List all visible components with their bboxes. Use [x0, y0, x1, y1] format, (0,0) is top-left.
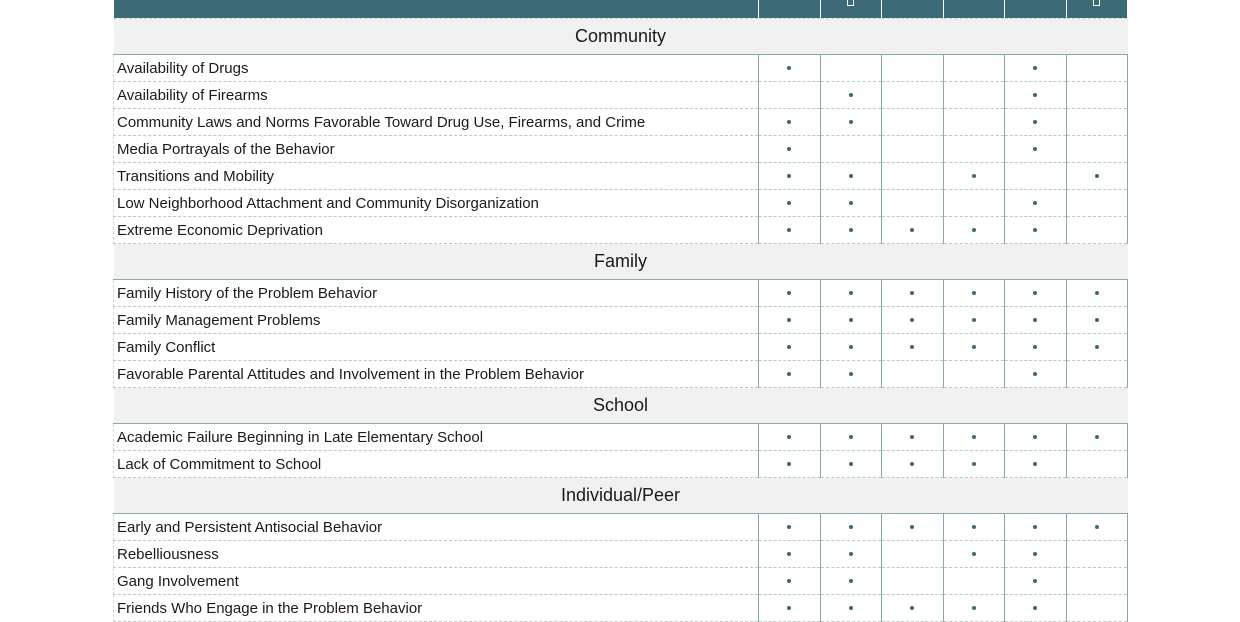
- indicator-cell: [943, 55, 1005, 82]
- risk-factor-label: Favorable Parental Attitudes and Involvement in the Problem Behavior: [114, 361, 759, 388]
- dot-icon: [1033, 228, 1037, 232]
- table-row: [114, 82, 1128, 109]
- indicator-cell: [1066, 217, 1128, 244]
- header-column-cell: [759, 0, 821, 19]
- indicator-cell: [882, 568, 944, 595]
- indicator-cell: [820, 55, 882, 82]
- dot-icon: [972, 228, 976, 232]
- dot-icon: [787, 174, 791, 178]
- table-row: [114, 541, 1128, 568]
- indicator-cell: [759, 595, 821, 622]
- indicator-cell: [759, 361, 821, 388]
- indicator-cell: [759, 82, 821, 109]
- section-title: Community: [114, 19, 1128, 55]
- indicator-cell: [820, 424, 882, 451]
- indicator-cell: [1005, 514, 1067, 541]
- dot-icon: [1033, 372, 1037, 376]
- dot-icon: [787, 228, 791, 232]
- dot-icon: [787, 525, 791, 529]
- dot-icon: [849, 201, 853, 205]
- dot-icon: [849, 228, 853, 232]
- dot-icon: [849, 93, 853, 97]
- indicator-cell: [882, 280, 944, 307]
- indicator-cell: [1066, 163, 1128, 190]
- indicator-cell: [943, 190, 1005, 217]
- section-title: Family: [114, 244, 1128, 280]
- indicator-cell: [1005, 361, 1067, 388]
- risk-factor-label: Community Laws and Norms Favorable Toward Drug Use, Firearms, and Crime: [114, 109, 759, 136]
- dot-icon: [1033, 525, 1037, 529]
- dot-icon: [1033, 147, 1037, 151]
- dot-icon: [787, 147, 791, 151]
- table-row: [114, 307, 1128, 334]
- dot-icon: [972, 174, 976, 178]
- dot-icon: [972, 552, 976, 556]
- dot-icon: [849, 525, 853, 529]
- header-column-cell: [882, 0, 944, 19]
- dot-icon: [972, 435, 976, 439]
- risk-factor-label: Early and Persistent Antisocial Behavior: [114, 514, 759, 541]
- indicator-cell: [943, 163, 1005, 190]
- dot-icon: [849, 120, 853, 124]
- table-row: [114, 136, 1128, 163]
- table-row: [114, 514, 1128, 541]
- indicator-cell: [759, 109, 821, 136]
- dot-icon: [1095, 291, 1099, 295]
- indicator-cell: [943, 82, 1005, 109]
- indicator-cell: [1005, 163, 1067, 190]
- indicator-cell: [943, 280, 1005, 307]
- risk-factor-label: Rebelliousness: [114, 541, 759, 568]
- indicator-cell: [1005, 136, 1067, 163]
- dot-icon: [1095, 435, 1099, 439]
- indicator-cell: [943, 568, 1005, 595]
- indicator-cell: [882, 190, 944, 217]
- indicator-cell: [820, 82, 882, 109]
- risk-factor-label: Transitions and Mobility: [114, 163, 759, 190]
- header-column-cell: [820, 0, 882, 19]
- indicator-cell: [882, 109, 944, 136]
- dot-icon: [972, 318, 976, 322]
- indicator-cell: [943, 514, 1005, 541]
- dot-icon: [787, 435, 791, 439]
- indicator-cell: [882, 424, 944, 451]
- risk-factor-label: Lack of Commitment to School: [114, 451, 759, 478]
- dot-icon: [849, 435, 853, 439]
- indicator-cell: [943, 217, 1005, 244]
- table-row: [114, 424, 1128, 451]
- indicator-cell: [759, 541, 821, 568]
- table-row: [114, 451, 1128, 478]
- indicator-cell: [1005, 595, 1067, 622]
- header-column-icon: [847, 0, 854, 6]
- indicator-cell: [759, 307, 821, 334]
- indicator-cell: [1066, 568, 1128, 595]
- dot-icon: [849, 462, 853, 466]
- table-body: [114, 0, 1128, 622]
- dot-icon: [910, 462, 914, 466]
- indicator-cell: [820, 280, 882, 307]
- dot-icon: [1095, 174, 1099, 178]
- dot-icon: [787, 201, 791, 205]
- dot-icon: [849, 579, 853, 583]
- risk-factor-label: Availability of Drugs: [114, 55, 759, 82]
- indicator-cell: [820, 334, 882, 361]
- dot-icon: [787, 345, 791, 349]
- dot-icon: [910, 318, 914, 322]
- indicator-cell: [759, 136, 821, 163]
- indicator-cell: [1005, 334, 1067, 361]
- indicator-cell: [943, 424, 1005, 451]
- header-column-cell: [943, 0, 1005, 19]
- indicator-cell: [1066, 55, 1128, 82]
- dot-icon: [787, 66, 791, 70]
- indicator-cell: [882, 514, 944, 541]
- table-row: [114, 217, 1128, 244]
- indicator-cell: [759, 190, 821, 217]
- dot-icon: [849, 606, 853, 610]
- header-column-cell: [1005, 0, 1067, 19]
- dot-icon: [1033, 66, 1037, 70]
- indicator-cell: [759, 217, 821, 244]
- table-row: [114, 361, 1128, 388]
- indicator-cell: [1066, 595, 1128, 622]
- indicator-cell: [820, 514, 882, 541]
- dot-icon: [910, 345, 914, 349]
- indicator-cell: [1005, 424, 1067, 451]
- indicator-cell: [1005, 82, 1067, 109]
- indicator-cell: [1005, 568, 1067, 595]
- risk-factor-label: Extreme Economic Deprivation: [114, 217, 759, 244]
- section-title: Individual/Peer: [114, 478, 1128, 514]
- dot-icon: [787, 372, 791, 376]
- indicator-cell: [1005, 217, 1067, 244]
- risk-factor-label: Friends Who Engage in the Problem Behavior: [114, 595, 759, 622]
- indicator-cell: [820, 307, 882, 334]
- dot-icon: [1033, 120, 1037, 124]
- dot-icon: [849, 291, 853, 295]
- indicator-cell: [1066, 280, 1128, 307]
- dot-icon: [787, 552, 791, 556]
- risk-factor-table: [113, 0, 1128, 622]
- dot-icon: [972, 291, 976, 295]
- indicator-cell: [820, 361, 882, 388]
- dot-icon: [910, 291, 914, 295]
- dot-icon: [910, 435, 914, 439]
- indicator-cell: [882, 136, 944, 163]
- indicator-cell: [1066, 451, 1128, 478]
- dot-icon: [972, 606, 976, 610]
- dot-icon: [787, 291, 791, 295]
- risk-factor-label: Gang Involvement: [114, 568, 759, 595]
- header-column-cell: [1066, 0, 1128, 19]
- indicator-cell: [943, 136, 1005, 163]
- indicator-cell: [1066, 190, 1128, 217]
- indicator-cell: [882, 541, 944, 568]
- dot-icon: [849, 318, 853, 322]
- dot-icon: [1095, 525, 1099, 529]
- dot-icon: [910, 606, 914, 610]
- dot-icon: [1033, 345, 1037, 349]
- dot-icon: [1033, 435, 1037, 439]
- indicator-cell: [759, 163, 821, 190]
- indicator-cell: [1066, 361, 1128, 388]
- table-row: [114, 190, 1128, 217]
- indicator-cell: [1005, 190, 1067, 217]
- indicator-cell: [820, 163, 882, 190]
- indicator-cell: [943, 334, 1005, 361]
- header-label-cell: [114, 0, 759, 19]
- section-header-row: [114, 244, 1128, 280]
- indicator-cell: [1066, 307, 1128, 334]
- dot-icon: [1033, 579, 1037, 583]
- dot-icon: [849, 345, 853, 349]
- table-row: [114, 595, 1128, 622]
- indicator-cell: [820, 541, 882, 568]
- indicator-cell: [1005, 307, 1067, 334]
- table-row: [114, 280, 1128, 307]
- risk-factor-label: Low Neighborhood Attachment and Community Disorganization: [114, 190, 759, 217]
- indicator-cell: [943, 595, 1005, 622]
- dot-icon: [1033, 291, 1037, 295]
- table-row: [114, 55, 1128, 82]
- dot-icon: [910, 228, 914, 232]
- indicator-cell: [943, 109, 1005, 136]
- indicator-cell: [1066, 82, 1128, 109]
- dot-icon: [787, 462, 791, 466]
- risk-factor-label: Academic Failure Beginning in Late Elementary School: [114, 424, 759, 451]
- indicator-cell: [882, 163, 944, 190]
- indicator-cell: [759, 568, 821, 595]
- table-row: [114, 334, 1128, 361]
- risk-factor-label: Family Conflict: [114, 334, 759, 361]
- indicator-cell: [820, 190, 882, 217]
- indicator-cell: [1066, 514, 1128, 541]
- dot-icon: [849, 372, 853, 376]
- dot-icon: [1033, 201, 1037, 205]
- indicator-cell: [1005, 55, 1067, 82]
- indicator-cell: [820, 595, 882, 622]
- dot-icon: [910, 525, 914, 529]
- indicator-cell: [820, 217, 882, 244]
- dot-icon: [972, 462, 976, 466]
- risk-factor-label: Availability of Firearms: [114, 82, 759, 109]
- indicator-cell: [1066, 334, 1128, 361]
- section-header-row: [114, 19, 1128, 55]
- indicator-cell: [820, 136, 882, 163]
- dot-icon: [1033, 552, 1037, 556]
- dot-icon: [1033, 606, 1037, 610]
- table-row: [114, 568, 1128, 595]
- indicator-cell: [943, 307, 1005, 334]
- risk-factor-label: Family Management Problems: [114, 307, 759, 334]
- indicator-cell: [943, 361, 1005, 388]
- dot-icon: [1033, 318, 1037, 322]
- indicator-cell: [943, 451, 1005, 478]
- risk-factor-label: Media Portrayals of the Behavior: [114, 136, 759, 163]
- section-header-row: [114, 478, 1128, 514]
- indicator-cell: [759, 55, 821, 82]
- indicator-cell: [759, 514, 821, 541]
- indicator-cell: [882, 334, 944, 361]
- indicator-cell: [759, 280, 821, 307]
- indicator-cell: [1066, 541, 1128, 568]
- table-row: [114, 109, 1128, 136]
- indicator-cell: [882, 82, 944, 109]
- dot-icon: [1095, 318, 1099, 322]
- indicator-cell: [882, 55, 944, 82]
- indicator-cell: [820, 451, 882, 478]
- indicator-cell: [882, 361, 944, 388]
- indicator-cell: [1005, 280, 1067, 307]
- indicator-cell: [882, 595, 944, 622]
- indicator-cell: [1005, 451, 1067, 478]
- dot-icon: [972, 525, 976, 529]
- dot-icon: [787, 606, 791, 610]
- indicator-cell: [820, 109, 882, 136]
- indicator-cell: [943, 541, 1005, 568]
- indicator-cell: [1066, 109, 1128, 136]
- dot-icon: [1033, 93, 1037, 97]
- indicator-cell: [759, 451, 821, 478]
- indicator-cell: [1005, 541, 1067, 568]
- dot-icon: [1095, 345, 1099, 349]
- dot-icon: [849, 552, 853, 556]
- table-row: [114, 163, 1128, 190]
- dot-icon: [849, 174, 853, 178]
- section-title: School: [114, 388, 1128, 424]
- indicator-cell: [1005, 109, 1067, 136]
- dot-icon: [1033, 462, 1037, 466]
- indicator-cell: [1066, 136, 1128, 163]
- indicator-cell: [759, 334, 821, 361]
- dot-icon: [787, 579, 791, 583]
- risk-factor-table-container: [113, 0, 1127, 622]
- header-column-icon: [1093, 0, 1100, 6]
- indicator-cell: [1066, 424, 1128, 451]
- dot-icon: [972, 345, 976, 349]
- indicator-cell: [820, 568, 882, 595]
- indicator-cell: [882, 451, 944, 478]
- indicator-cell: [882, 217, 944, 244]
- table-header-strip: [114, 0, 1128, 19]
- indicator-cell: [759, 424, 821, 451]
- dot-icon: [787, 318, 791, 322]
- dot-icon: [787, 120, 791, 124]
- indicator-cell: [882, 307, 944, 334]
- section-header-row: [114, 388, 1128, 424]
- risk-factor-label: Family History of the Problem Behavior: [114, 280, 759, 307]
